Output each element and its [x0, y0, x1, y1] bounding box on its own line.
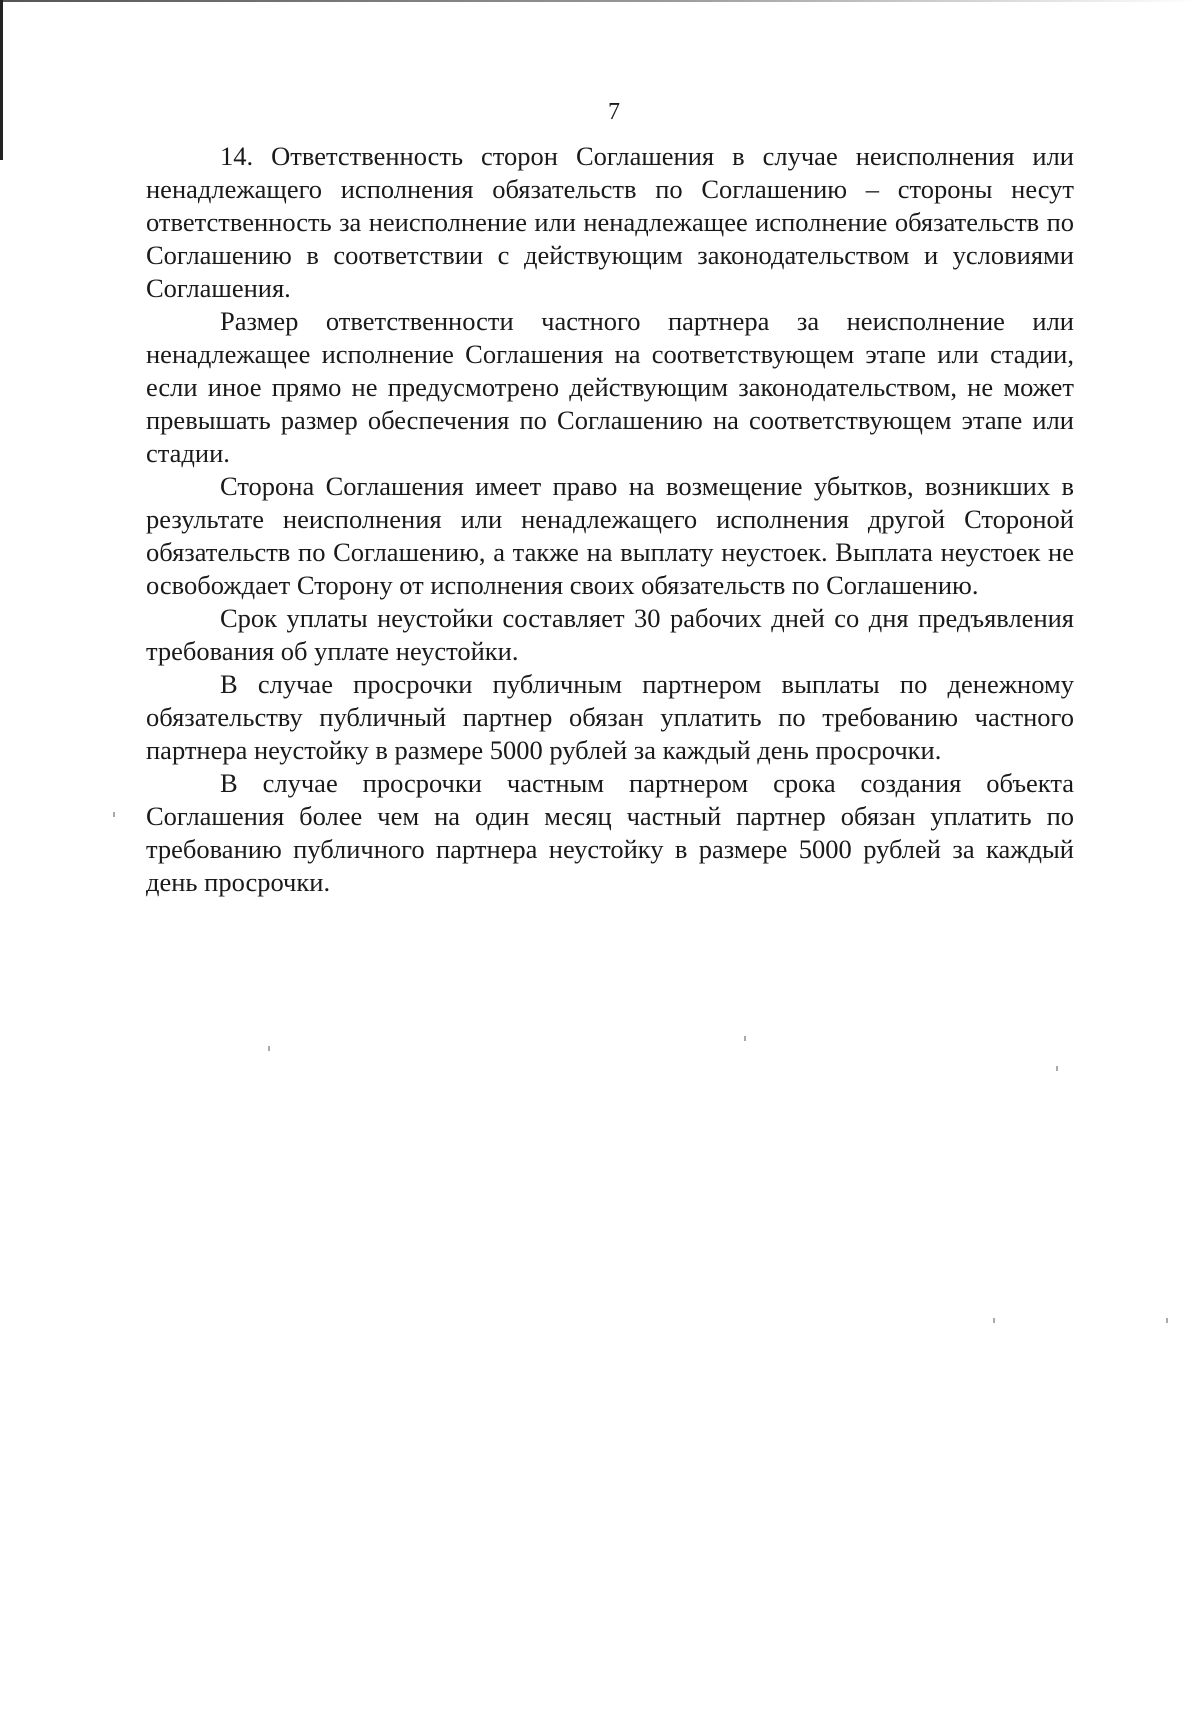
page-number: 7	[608, 99, 620, 125]
scan-edge-left	[0, 0, 3, 160]
document-body	[146, 140, 1074, 899]
scan-speck	[744, 1036, 746, 1041]
paragraph-liability: 14. Ответственность сторон Соглашения в случае неисполнения или ненадлежащего исполнения обязательств по Соглашению – стороны несут ответственность за неисполнение или ненадлежащее исполнение обязательств по Соглашению в соответствии с действующим законодательством и условиями Соглашения.	[146, 141, 1074, 303]
paragraph-liability-limit: Размер ответственности частного партнера за неисполнение или ненадлежащее исполнение Соглашения на соответствующем этапе или стадии, если иное прямо не предусмотрено действующим законодательством, не может превышать размер обеспечения по Соглашению на соответствующем этапе или стадии.	[146, 306, 1074, 468]
paragraph-penalty-term: Срок уплаты неустойки составляет 30 рабочих дней со дня предъявления требования об уплате неустойки.	[146, 603, 1074, 666]
scan-speck	[113, 812, 115, 817]
paragraph-public-partner-penalty: В случае просрочки публичным партнером выплаты по денежному обязательству публичный партнер обязан уплатить по требованию частного партнера неустойку в размере 5000 рублей за каждый день просрочки.	[146, 669, 1074, 765]
scan-speck	[993, 1318, 995, 1323]
paragraph-damages: Сторона Соглашения имеет право на возмещение убытков, возникших в результате неисполнения или ненадлежащего исполнения другой Стороной обязательств по Соглашению, а также на выплату неустоек. Выплата неустоек не освобождает Сторону от исполнения своих обязательств по Соглашению.	[146, 471, 1074, 600]
scan-speck	[268, 1046, 270, 1051]
scan-speck	[1166, 1318, 1168, 1323]
paragraph-private-partner-penalty: В случае просрочки частным партнером срока создания объекта Соглашения более чем на один месяц частный партнер обязан уплатить по требованию публичного партнера неустойку в размере 5000 рублей за каждый день просрочки.	[146, 768, 1074, 897]
scan-edge-top	[0, 0, 1200, 2]
scan-speck	[1056, 1066, 1058, 1071]
